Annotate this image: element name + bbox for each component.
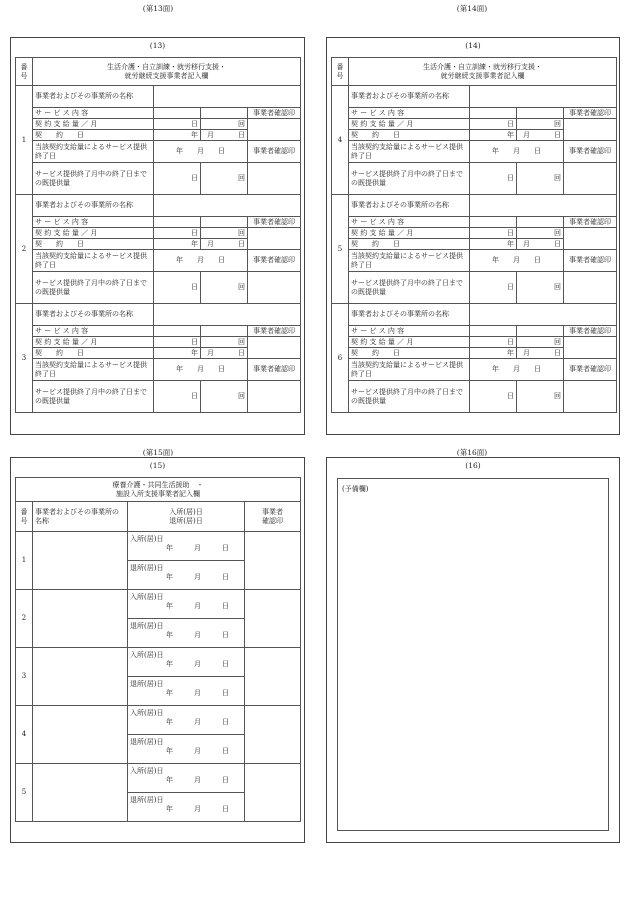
care-provider-field[interactable] <box>33 648 128 706</box>
month-used-label: サービス提供終了月中の終了日までの既提供量 <box>33 381 154 413</box>
confirm-seal-field-2[interactable] <box>564 163 617 195</box>
care-col-provider: 事業者およびその事業所の名称 <box>33 502 128 532</box>
provider-name-field[interactable] <box>154 304 301 326</box>
care-entry-date-month: 月 <box>194 775 201 784</box>
confirm-seal-field-2[interactable] <box>248 381 301 413</box>
header-line-1: 生活介護・自立訓練・就労移行支援・ <box>107 63 226 71</box>
provider-name-label: 事業者およびその事業所の名称 <box>33 86 154 108</box>
care-col-confirm-2: 確認印 <box>262 516 283 525</box>
contract-date-month: 月 <box>523 130 530 139</box>
care-entry-date-year: 年 <box>166 659 173 668</box>
confirm-seal-field-2[interactable] <box>248 272 301 304</box>
contract-date-month-day[interactable] <box>201 239 248 250</box>
face-label-15: (第15面) <box>142 448 174 457</box>
care-entry-date[interactable] <box>128 532 245 561</box>
panel-number-14: (14) <box>465 41 481 50</box>
month-used-day[interactable]: 日 <box>470 163 517 195</box>
contract-amount-times[interactable]: 回 <box>517 119 564 130</box>
care-confirm-field[interactable] <box>245 532 301 590</box>
column-number-header: 番号 <box>16 58 33 86</box>
confirm-seal-field[interactable] <box>248 337 301 359</box>
panel13-table-wrap <box>15 57 301 413</box>
entry-number: 1 <box>16 86 33 195</box>
service-field[interactable] <box>154 108 201 119</box>
contract-amount-label: 契 約 支 給 量 ／ 月 <box>33 337 154 348</box>
care-entry-date-year: 年 <box>166 717 173 726</box>
confirm-seal-label-2: 事業者確認印 <box>248 141 301 163</box>
care-entry-date[interactable] <box>128 590 245 619</box>
contract-date-label: 契 約 日 <box>33 239 154 250</box>
care-entry-date-day: 日 <box>222 717 229 726</box>
contract-date-month-day[interactable] <box>517 348 564 359</box>
care-exit-date-month: 月 <box>194 630 201 639</box>
face-label-16: (第16面) <box>456 448 488 457</box>
contract-amount-day[interactable]: 日 <box>470 228 517 239</box>
contract-amount-times[interactable]: 回 <box>201 337 248 348</box>
care-entry-date-day: 日 <box>222 775 229 784</box>
care-entry-number: 4 <box>16 706 33 764</box>
care-entry-date-label: 入所(居)日 <box>130 709 164 717</box>
service-label: サ ー ビ ス 内 容 <box>349 326 470 337</box>
confirm-seal-label: 事業者確認印 <box>248 217 301 228</box>
contract-date-month: 月 <box>207 130 214 139</box>
care-entry-date-day: 日 <box>222 659 229 668</box>
care-col-number: 番号 <box>16 502 33 532</box>
contract-date-year[interactable]: 年 <box>470 130 517 141</box>
provider-name-label: 事業者およびその事業所の名称 <box>33 195 154 217</box>
care-entry-date-year: 年 <box>166 775 173 784</box>
panel-15 <box>10 457 305 843</box>
contract-date-year[interactable]: 年 <box>154 130 201 141</box>
end-date-month: 月 <box>513 256 520 265</box>
provider-name-field[interactable] <box>154 86 301 108</box>
care-exit-date-label: 退所(居)日 <box>130 680 164 688</box>
confirm-seal-field-2[interactable] <box>564 381 617 413</box>
confirm-seal-label-2: 事業者確認印 <box>564 141 617 163</box>
end-date-month: 月 <box>513 147 520 156</box>
care-entry-date-label: 入所(居)日 <box>130 535 164 543</box>
care-exit-date-label: 退所(居)日 <box>130 796 164 804</box>
end-date-day: 日 <box>534 256 541 265</box>
end-date-month: 月 <box>197 147 204 156</box>
panel-number-16: (16) <box>465 461 481 470</box>
entry-number: 2 <box>16 195 33 304</box>
care-col-confirm <box>245 502 301 532</box>
care-entry-date-label: 入所(居)日 <box>130 593 164 601</box>
care-entry-date[interactable] <box>128 648 245 677</box>
care-entry-date-day: 日 <box>222 543 229 552</box>
confirm-seal-label: 事業者確認印 <box>564 217 617 228</box>
confirm-seal-label-2: 事業者確認印 <box>248 250 301 272</box>
provider-name-label: 事業者およびその事業所の名称 <box>349 304 470 326</box>
service-field[interactable] <box>154 217 201 228</box>
care-entry-number: 1 <box>16 532 33 590</box>
contract-amount-label: 契 約 支 給 量 ／ 月 <box>349 337 470 348</box>
header-line-2: 就労継続支援事業者記入欄 <box>440 71 525 80</box>
face-label-14: (第14面) <box>456 4 488 13</box>
confirm-seal-field[interactable] <box>248 119 301 141</box>
care-col-dates-in: 入所(居)日 <box>169 508 203 516</box>
service-field-2[interactable] <box>517 326 564 337</box>
month-used-times[interactable]: 回 <box>517 163 564 195</box>
month-used-label: サービス提供終了月中の終了日までの既提供量 <box>349 381 470 413</box>
care-exit-date-year: 年 <box>166 688 173 697</box>
contract-date-month: 月 <box>207 348 214 357</box>
month-used-day[interactable]: 日 <box>154 163 201 195</box>
service-label: サ ー ビ ス 内 容 <box>33 326 154 337</box>
care-entry-number: 5 <box>16 764 33 822</box>
p14-table <box>331 57 617 413</box>
month-used-times[interactable]: 回 <box>201 381 248 413</box>
panel-number-15: (15) <box>149 461 166 470</box>
end-date-field[interactable] <box>154 250 248 272</box>
care-entry-date-month: 月 <box>194 659 201 668</box>
care-exit-date[interactable] <box>128 793 245 822</box>
entry-number: 5 <box>332 195 349 304</box>
care-exit-date-day: 日 <box>222 630 229 639</box>
care-header-line-1: 療養介護・共同生活援助 ・ <box>112 481 204 489</box>
service-field[interactable] <box>470 108 517 119</box>
care-provider-field[interactable] <box>33 706 128 764</box>
month-used-times[interactable]: 回 <box>201 163 248 195</box>
service-label: サ ー ビ ス 内 容 <box>349 108 470 119</box>
care-provider-field[interactable] <box>33 590 128 648</box>
column-number-header: 番号 <box>332 58 349 86</box>
end-date-label: 当該契約支給量によるサービス提供終了日 <box>33 141 154 163</box>
care-exit-date[interactable] <box>128 619 245 648</box>
care-exit-date-year: 年 <box>166 572 173 581</box>
provider-name-label: 事業者およびその事業所の名称 <box>349 195 470 217</box>
provider-name-label: 事業者およびその事業所の名称 <box>33 304 154 326</box>
end-date-field[interactable] <box>154 141 248 163</box>
confirm-seal-field[interactable] <box>564 337 617 359</box>
confirm-seal-label-2: 事業者確認印 <box>564 359 617 381</box>
service-field-2[interactable] <box>201 108 248 119</box>
end-date-label: 当該契約支給量によるサービス提供終了日 <box>349 359 470 381</box>
service-field[interactable] <box>470 217 517 228</box>
care-exit-date-label: 退所(居)日 <box>130 564 164 572</box>
care-table <box>15 477 301 822</box>
end-date-year: 年 <box>492 256 499 265</box>
end-date-field[interactable] <box>470 141 564 163</box>
care-provider-field[interactable] <box>33 532 128 590</box>
month-used-day[interactable]: 日 <box>154 272 201 304</box>
service-field-2[interactable] <box>201 217 248 228</box>
provider-name-field[interactable] <box>470 304 617 326</box>
panel14-table-wrap <box>331 57 617 413</box>
care-confirm-field[interactable] <box>245 764 301 822</box>
end-date-day: 日 <box>218 256 225 265</box>
care-header-title <box>16 478 301 502</box>
service-field[interactable] <box>154 326 201 337</box>
entry-number: 3 <box>16 304 33 413</box>
confirm-seal-field[interactable] <box>248 228 301 250</box>
end-date-day: 日 <box>218 147 225 156</box>
confirm-seal-field-2[interactable] <box>564 272 617 304</box>
provider-name-field[interactable] <box>470 195 617 217</box>
end-date-label: 当該契約支給量によるサービス提供終了日 <box>349 141 470 163</box>
confirm-seal-field[interactable] <box>564 119 617 141</box>
service-label: サ ー ビ ス 内 容 <box>33 108 154 119</box>
end-date-field[interactable] <box>470 250 564 272</box>
confirm-seal-field[interactable] <box>564 228 617 250</box>
month-used-times[interactable]: 回 <box>201 272 248 304</box>
confirm-seal-label: 事業者確認印 <box>248 326 301 337</box>
contract-date-day: 日 <box>238 130 245 139</box>
care-exit-date-year: 年 <box>166 804 173 813</box>
end-date-year: 年 <box>176 365 183 374</box>
contract-date-label: 契 約 日 <box>349 239 470 250</box>
end-date-year: 年 <box>176 256 183 265</box>
contract-date-year[interactable]: 年 <box>470 348 517 359</box>
month-used-label: サービス提供終了月中の終了日までの既提供量 <box>33 163 154 195</box>
contract-date-year[interactable]: 年 <box>154 239 201 250</box>
contract-amount-times[interactable]: 回 <box>517 228 564 239</box>
contract-date-day: 日 <box>238 239 245 248</box>
contract-amount-label: 契 約 支 給 量 ／ 月 <box>349 119 470 130</box>
service-label: サ ー ビ ス 内 容 <box>33 217 154 228</box>
contract-amount-day[interactable]: 日 <box>154 337 201 348</box>
header-title <box>33 58 301 86</box>
contract-date-month: 月 <box>523 348 530 357</box>
care-entry-date[interactable] <box>128 706 245 735</box>
care-exit-date-day: 日 <box>222 804 229 813</box>
end-date-month: 月 <box>197 256 204 265</box>
care-exit-date[interactable] <box>128 677 245 706</box>
care-provider-field[interactable] <box>33 764 128 822</box>
care-confirm-field[interactable] <box>245 590 301 648</box>
end-date-month: 月 <box>197 365 204 374</box>
contract-amount-label: 契 約 支 給 量 ／ 月 <box>33 119 154 130</box>
month-used-day[interactable]: 日 <box>154 381 201 413</box>
care-exit-date[interactable] <box>128 561 245 590</box>
contract-date-month-day[interactable] <box>517 239 564 250</box>
memo-label: (予備欄) <box>342 485 369 493</box>
end-date-year: 年 <box>492 147 499 156</box>
confirm-seal-label: 事業者確認印 <box>564 108 617 119</box>
panel-14 <box>326 37 620 435</box>
header-line-1: 生活介護・自立訓練・就労移行支援・ <box>423 63 542 71</box>
end-date-label: 当該契約支給量によるサービス提供終了日 <box>33 250 154 272</box>
care-entry-date[interactable] <box>128 764 245 793</box>
provider-name-field[interactable] <box>154 195 301 217</box>
care-confirm-field[interactable] <box>245 648 301 706</box>
care-entry-date-year: 年 <box>166 601 173 610</box>
entry-number: 6 <box>332 304 349 413</box>
contract-amount-label: 契 約 支 給 量 ／ 月 <box>349 228 470 239</box>
service-label: サ ー ビ ス 内 容 <box>349 217 470 228</box>
care-confirm-field[interactable] <box>245 706 301 764</box>
contract-amount-day[interactable]: 日 <box>154 119 201 130</box>
confirm-seal-label: 事業者確認印 <box>248 108 301 119</box>
contract-amount-times[interactable]: 回 <box>201 119 248 130</box>
contract-date-label: 契 約 日 <box>33 348 154 359</box>
care-exit-date-year: 年 <box>166 746 173 755</box>
care-exit-date-month: 月 <box>194 688 201 697</box>
contract-date-day: 日 <box>554 348 561 357</box>
care-entry-date-year: 年 <box>166 543 173 552</box>
month-used-times[interactable]: 回 <box>517 381 564 413</box>
end-date-year: 年 <box>492 365 499 374</box>
confirm-seal-field-2[interactable] <box>248 163 301 195</box>
service-field-2[interactable] <box>517 217 564 228</box>
care-exit-date-label: 退所(居)日 <box>130 622 164 630</box>
care-header-line-2: 施設入所支援事業者記入欄 <box>116 489 200 498</box>
month-used-day[interactable]: 日 <box>470 381 517 413</box>
contract-date-label: 契 約 日 <box>33 130 154 141</box>
month-used-label: サービス提供終了月中の終了日までの既提供量 <box>349 272 470 304</box>
contract-date-month-day[interactable] <box>517 130 564 141</box>
contract-date-label: 契 約 日 <box>349 348 470 359</box>
month-used-day[interactable]: 日 <box>470 272 517 304</box>
care-entry-date-month: 月 <box>194 717 201 726</box>
contract-date-month: 月 <box>207 239 214 248</box>
care-exit-date-month: 月 <box>194 804 201 813</box>
care-exit-date[interactable] <box>128 735 245 764</box>
contract-date-day: 日 <box>554 239 561 248</box>
contract-date-day: 日 <box>554 130 561 139</box>
contract-amount-label: 契 約 支 給 量 ／ 月 <box>33 228 154 239</box>
care-entry-number: 2 <box>16 590 33 648</box>
contract-date-year[interactable]: 年 <box>470 239 517 250</box>
end-date-field[interactable] <box>470 359 564 381</box>
face-label-13: (第13面) <box>142 4 174 13</box>
care-entry-date-label: 入所(居)日 <box>130 651 164 659</box>
service-field-2[interactable] <box>201 326 248 337</box>
panel15-table-wrap <box>15 477 301 822</box>
contract-amount-day[interactable]: 日 <box>470 119 517 130</box>
care-exit-date-label: 退所(居)日 <box>130 738 164 746</box>
confirm-seal-label-2: 事業者確認印 <box>248 359 301 381</box>
care-exit-date-year: 年 <box>166 630 173 639</box>
care-exit-date-day: 日 <box>222 572 229 581</box>
care-col-dates-out: 退所(居)日 <box>169 516 203 525</box>
memo-area[interactable] <box>337 478 609 831</box>
end-date-day: 日 <box>534 147 541 156</box>
care-col-confirm-1: 事業者 <box>262 508 283 516</box>
contract-date-month: 月 <box>523 239 530 248</box>
provider-name-field[interactable] <box>470 86 617 108</box>
end-date-month: 月 <box>513 365 520 374</box>
end-date-day: 日 <box>218 365 225 374</box>
contract-date-year[interactable]: 年 <box>154 348 201 359</box>
entry-number: 4 <box>332 86 349 195</box>
month-used-label: サービス提供終了月中の終了日までの既提供量 <box>349 163 470 195</box>
confirm-seal-label-2: 事業者確認印 <box>564 250 617 272</box>
contract-date-day: 日 <box>238 348 245 357</box>
panel-16 <box>326 457 620 843</box>
end-date-label: 当該契約支給量によるサービス提供終了日 <box>349 250 470 272</box>
confirm-seal-label: 事業者確認印 <box>564 326 617 337</box>
care-exit-date-day: 日 <box>222 688 229 697</box>
care-exit-date-month: 月 <box>194 572 201 581</box>
contract-amount-day[interactable]: 日 <box>154 228 201 239</box>
contract-date-month-day[interactable] <box>201 130 248 141</box>
care-exit-date-month: 月 <box>194 746 201 755</box>
care-entry-date-label: 入所(居)日 <box>130 767 164 775</box>
month-used-label: サービス提供終了月中の終了日までの既提供量 <box>33 272 154 304</box>
panel-number-13: (13) <box>149 41 166 50</box>
care-exit-date-day: 日 <box>222 746 229 755</box>
contract-amount-times[interactable]: 回 <box>517 337 564 348</box>
care-col-dates <box>128 502 245 532</box>
contract-amount-day[interactable]: 日 <box>470 337 517 348</box>
end-date-field[interactable] <box>154 359 248 381</box>
panel-13 <box>10 37 305 435</box>
care-entry-date-month: 月 <box>194 543 201 552</box>
header-title <box>349 58 617 86</box>
contract-date-month-day[interactable] <box>201 348 248 359</box>
service-field[interactable] <box>470 326 517 337</box>
header-line-2: 就労継続支援事業者記入欄 <box>124 71 209 80</box>
contract-amount-times[interactable]: 回 <box>201 228 248 239</box>
end-date-year: 年 <box>176 147 183 156</box>
end-date-label: 当該契約支給量によるサービス提供終了日 <box>33 359 154 381</box>
service-field-2[interactable] <box>517 108 564 119</box>
end-date-day: 日 <box>534 365 541 374</box>
month-used-times[interactable]: 回 <box>517 272 564 304</box>
care-entry-number: 3 <box>16 648 33 706</box>
p13-table <box>15 57 301 413</box>
provider-name-label: 事業者およびその事業所の名称 <box>349 86 470 108</box>
care-entry-date-day: 日 <box>222 601 229 610</box>
contract-date-label: 契 約 日 <box>349 130 470 141</box>
care-entry-date-month: 月 <box>194 601 201 610</box>
